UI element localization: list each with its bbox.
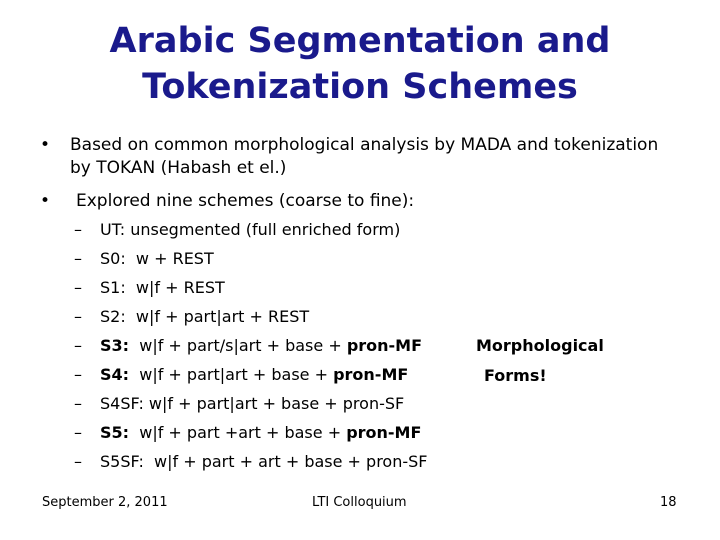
scheme-definition: unsegmented (full enriched form): [125, 220, 401, 239]
sub-item-text: [100, 307, 309, 327]
scheme-label: UT:: [100, 220, 126, 239]
dash-marker: –: [74, 307, 82, 326]
scheme-definition: w|f + part|art + REST: [125, 307, 310, 326]
scheme-label: S5SF:: [100, 452, 144, 471]
bullet-marker: •: [40, 191, 51, 211]
side-note-line-2: Forms!: [484, 366, 547, 385]
footer-date: September 2, 2011: [42, 495, 168, 510]
sub-item-text: [100, 336, 422, 356]
scheme-label: S4SF:: [100, 394, 144, 413]
sub-item-text: [100, 423, 421, 443]
side-note-line-1: Morphological: [476, 336, 604, 355]
scheme-tail: pron-MF: [346, 336, 423, 355]
scheme-definition: w|f + part|art + base + pron-SF: [143, 394, 405, 413]
sub-item-text: [100, 220, 400, 240]
dash-marker: –: [74, 365, 82, 384]
scheme-definition: w|f + part + art + base + pron-SF: [143, 452, 428, 471]
dash-marker: –: [74, 452, 82, 471]
title-line-2: Tokenization Schemes: [142, 67, 578, 107]
scheme-label: S5:: [100, 423, 130, 442]
title-line-1: Arabic Segmentation and: [109, 21, 611, 61]
bullet-text-line-1: Explored nine schemes (coarse to fine):: [76, 191, 415, 211]
dash-marker: –: [74, 394, 82, 413]
sub-item-text: [100, 278, 225, 298]
dash-marker: –: [74, 423, 82, 442]
scheme-tail: pron-MF: [346, 423, 422, 442]
dash-marker: –: [74, 220, 82, 239]
scheme-definition: w|f + REST: [125, 278, 225, 297]
bullet-text-line-2: by TOKAN (Habash et el.): [70, 158, 287, 178]
scheme-tail: pron-MF: [333, 365, 409, 384]
scheme-label: S0:: [100, 249, 126, 268]
scheme-label: S1:: [100, 278, 126, 297]
sub-item-text: [100, 452, 428, 472]
dash-marker: –: [74, 336, 82, 355]
sub-item-text: [100, 365, 408, 385]
page-number: 18: [660, 495, 677, 510]
scheme-definition: w|f + part +art + base +: [129, 423, 347, 442]
slide-title: [0, 18, 720, 110]
scheme-definition: w|f + part|art + base +: [129, 365, 334, 384]
scheme-label: S4:: [100, 365, 130, 384]
dash-marker: –: [74, 278, 82, 297]
sub-item-text: [100, 394, 404, 414]
scheme-label: S2:: [100, 307, 126, 326]
scheme-definition: w + REST: [125, 249, 214, 268]
sub-item-text: [100, 249, 214, 269]
bullet-text-line-1: Based on common morphological analysis by MADA and tokenization: [70, 135, 659, 155]
bullet-marker: •: [40, 135, 51, 155]
scheme-label: S3:: [100, 336, 130, 355]
dash-marker: –: [74, 249, 82, 268]
scheme-definition: w|f + part/s|art + base +: [129, 336, 347, 355]
footer-title: LTI Colloquium: [312, 495, 407, 510]
